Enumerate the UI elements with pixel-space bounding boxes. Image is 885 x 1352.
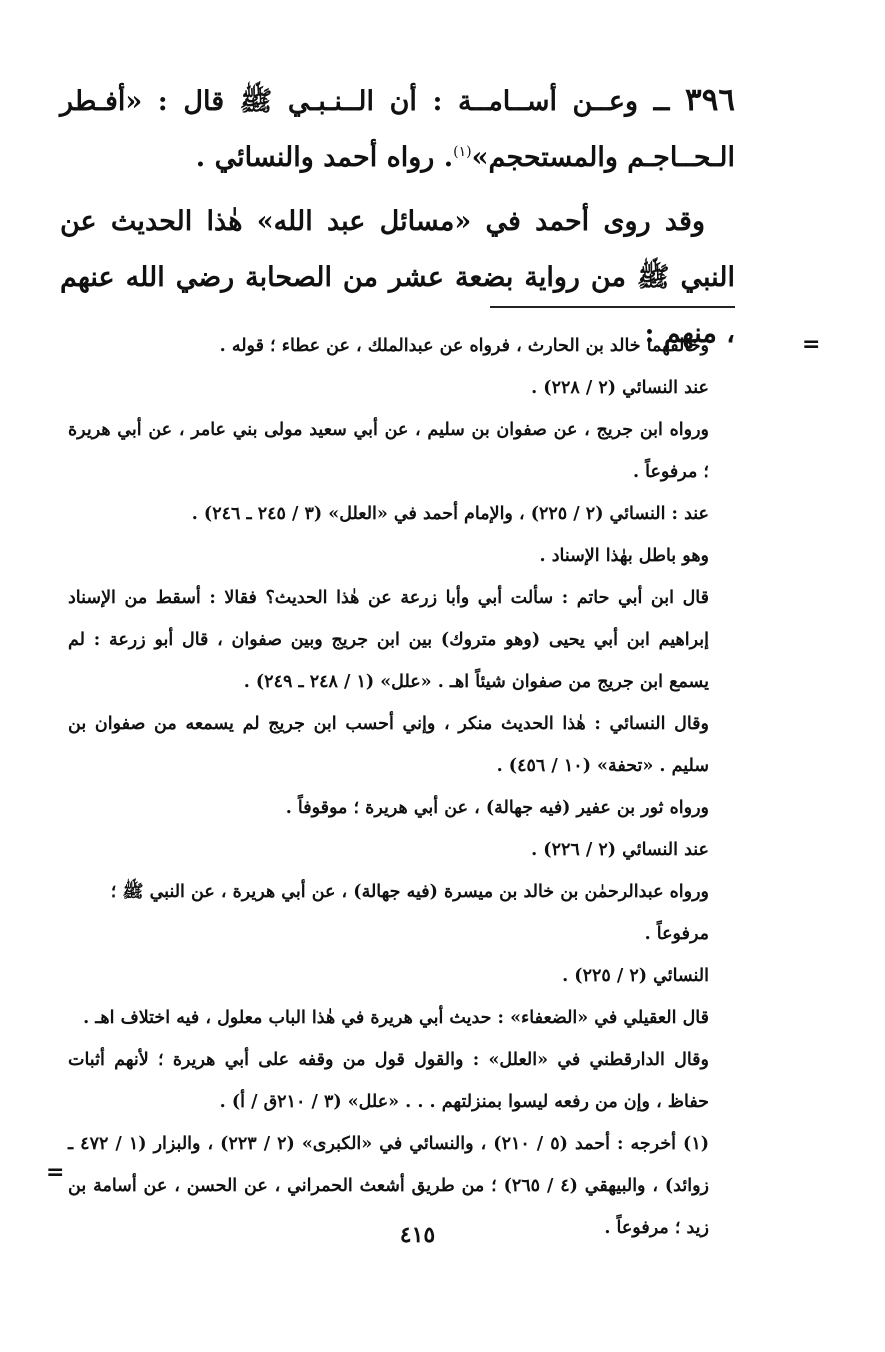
continuation-marker-bottom: =	[46, 1160, 65, 1185]
note-line: وهو باطل بهٰذا الإسناد .	[539, 546, 709, 566]
footnote-reference: (١)	[453, 144, 472, 160]
note-line: وخالفهما خالد بن الحارث ، فرواه عن عبدالملك ، عن عطاء ؛ قوله .	[219, 336, 709, 356]
note-line: وقال النسائي : هٰذا الحديث منكر ، وإني أحسب ابن جريج لم يسمعه من صفوان بن سليم . «تحفة» (١٠ / ٤٥٦) .	[68, 714, 709, 776]
continuation-marker-top: =	[802, 332, 821, 357]
note-line: عند : النسائي (٢ / ٢٢٥) ، والإمام أحمد في «العلل» (٣ / ٢٤٥ ـ ٢٤٦) .	[191, 504, 709, 524]
note-line: ورواه عبدالرحمٰن بن خالد بن ميسرة (فيه جهالة) ، عن أبي هريرة ، عن النبي ﷺ ؛ مرفوعاً .	[110, 882, 709, 944]
note-line: قال ابن أبي حاتم : سألت أبي وأبا زرعة عن هٰذا الحديث؟ فقالا : أسقط من الإسناد إبراهيم ابن أبي يحيى (وهو متروك) بين ابن جريج وبين صفوان ، قال أبو زرعة : لم يسمع ابن جريج من صفوان شيئاً اهـ . «علل» (١ / ٢٤٨ ـ ٢٤٩) .	[68, 588, 709, 692]
hadith-paragraph	[60, 72, 735, 186]
hadith-text: ــ وعــن أســامــة : أن الــنـبـي ﷺ قال : «أفـطر الـحــاجـم والمستحجم»	[60, 86, 735, 173]
note-line: ورواه ابن جريج ، عن صفوان بن سليم ، عن أبي سعيد مولى بني عامر ، عن أبي هريرة ؛ مرفوعاً .	[68, 420, 709, 482]
note-line: عند النسائي (٢ / ٢٢٨) .	[531, 378, 709, 398]
footnote-1: (١) أخرجه : أحمد (٥ / ٢١٠) ، والنسائي في «الكبرى» (٢ / ٢٢٣) ، والبزار (١ / ٤٧٢ ـ زوائد) ، والبيهقي (٤ / ٢٦٥) ؛ من طريق أشعث الحمراني ، عن الحسن ، عن أسامة بن زيد ؛ مرفوعاً .	[68, 1134, 710, 1238]
note-line: قال العقيلي في «الضعفاء» : حديث أبي هريرة في هٰذا الباب معلول ، فيه اختلاف اهـ .	[83, 1008, 709, 1028]
note-line: وقال الدارقطني في «العلل» : والقول قول من وقفه على أبي هريرة ؛ لأنهم أثبات حفاظ ، وإن من رفعه ليسوا بمنزلتهم . . . «علل» (٣ / ٢١٠ق / أ) .	[68, 1050, 709, 1112]
note-line: النسائي (٢ / ٢٢٥) .	[562, 966, 709, 986]
note-line: ورواه ثور بن عفير (فيه جهالة) ، عن أبي هريرة ؛ موقوفاً .	[285, 798, 709, 818]
hadith-source: . رواه أحمد والنسائي .	[195, 142, 454, 173]
main-text	[60, 72, 735, 362]
hadith-number: ٣٩٦	[685, 82, 735, 118]
note-line: عند النسائي (٢ / ٢٢٦) .	[531, 840, 709, 860]
footnote-separator	[490, 306, 735, 308]
commentary-paragraph: وقد روى أحمد في «مسائل عبد الله» هٰذا الحديث عن النبي ﷺ من رواية بضعة عشر من الصحابة رضي الله عنهم ، منهم :	[60, 206, 735, 349]
page-number: ٤١٥	[399, 1222, 436, 1248]
footnotes-block	[68, 325, 737, 1249]
